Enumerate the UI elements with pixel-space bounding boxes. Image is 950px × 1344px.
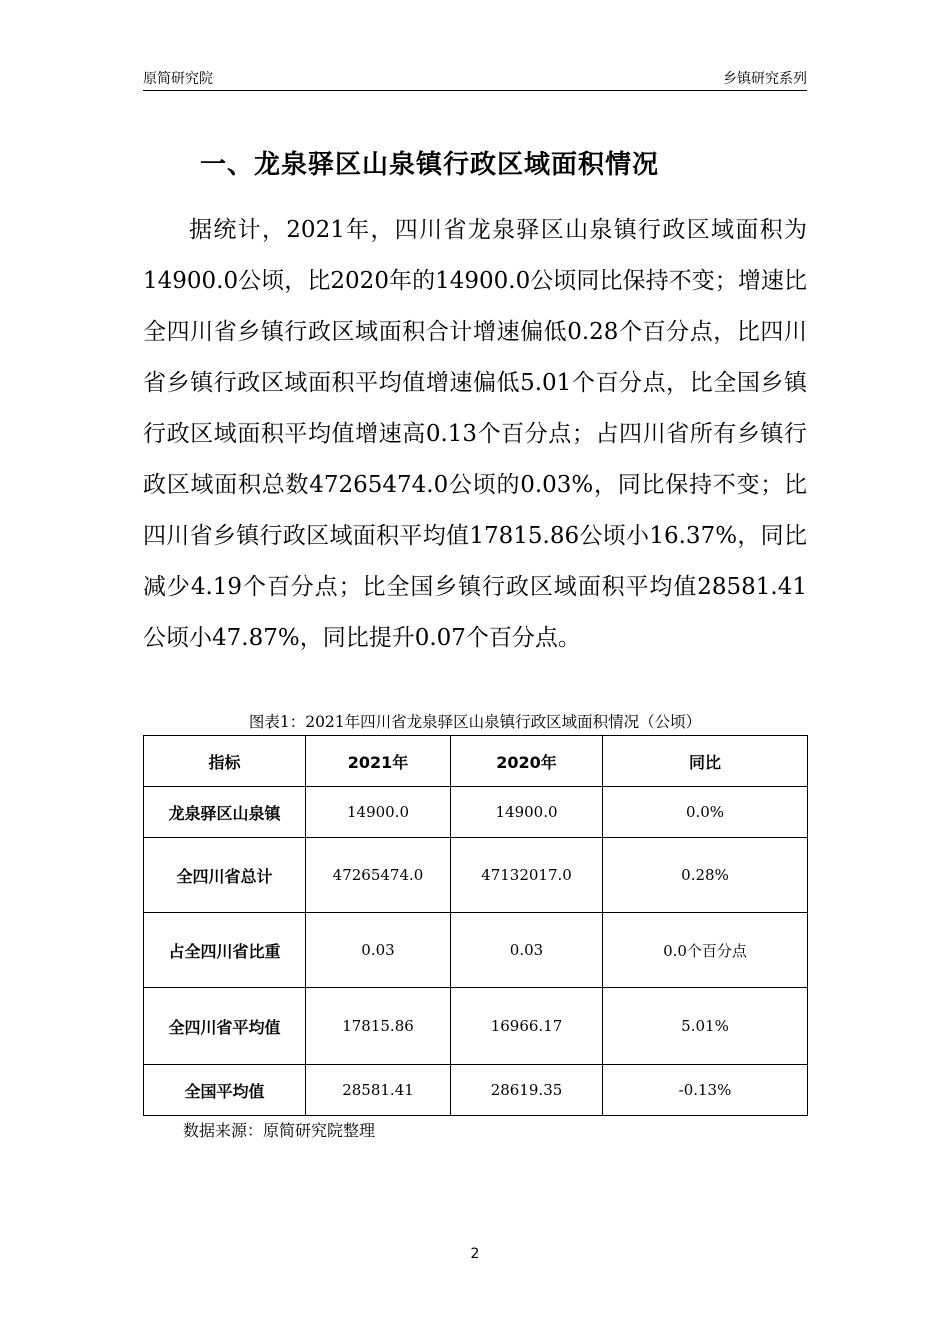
row-label: 全四川省总计 (144, 838, 306, 913)
header-cell-yoy: 同比 (603, 736, 808, 787)
row-label: 全国平均值 (144, 1065, 306, 1116)
cell-yoy: -0.13% (603, 1065, 808, 1116)
cell-yoy: 0.0% (603, 787, 808, 838)
table-row (144, 988, 808, 1065)
table-caption: 图表1：2021年四川省龙泉驿区山泉镇行政区域面积情况（公顷） (248, 713, 702, 731)
row-label: 占全四川省比重 (144, 913, 306, 988)
data-source-note: 数据来源：原简研究院整理 (183, 1121, 376, 1140)
cell-2020: 0.03 (451, 913, 603, 988)
table-row (144, 913, 808, 988)
cell-2021: 14900.0 (306, 787, 451, 838)
cell-yoy: 0.28% (603, 838, 808, 913)
cell-2021: 17815.86 (306, 988, 451, 1065)
page-number: 2 (470, 1246, 480, 1262)
table-row (144, 787, 808, 838)
cell-2020: 14900.0 (451, 787, 603, 838)
header-cell-2020: 2020年 (451, 736, 603, 787)
area-data-table (143, 735, 808, 1116)
row-label: 龙泉驿区山泉镇 (144, 787, 306, 838)
table-row (144, 1065, 808, 1116)
row-label: 全四川省平均值 (144, 988, 306, 1065)
cell-yoy: 5.01% (603, 988, 808, 1065)
cell-2021: 28581.41 (306, 1065, 451, 1116)
page-header (143, 66, 807, 91)
table-header-row (144, 736, 808, 787)
cell-2021: 47265474.0 (306, 838, 451, 913)
cell-yoy: 0.0个百分点 (603, 913, 808, 988)
body-paragraph: 据统计，2021年，四川省龙泉驿区山泉镇行政区域面积为14900.0公顷，比2020年的14900.0公顷同比保持不变；增速比全四川省乡镇行政区域面积合计增速偏低0.28个百分点，比四川省乡镇行政区域面积平均值增速偏低5.01个百分点，比全国乡镇行政区域面积平均值增速高0.13个百分点；占四川省所有乡镇行政区域面积总数47265474.0公顷的0.03%，同比保持不变；比四川省乡镇行政区域面积平均值17815.86公顷小16.37%，同比减少4.19个百分点；比全国乡镇行政区域面积平均值28581.41公顷小47.87%，同比提升0.07个百分点。 (143, 217, 807, 651)
section-title: 一、龙泉驿区山泉镇行政区域面积情况 (200, 150, 660, 180)
cell-2020: 47132017.0 (451, 838, 603, 913)
header-cell-indicator: 指标 (144, 736, 306, 787)
table-row (144, 838, 808, 913)
header-cell-2021: 2021年 (306, 736, 451, 787)
cell-2021: 0.03 (306, 913, 451, 988)
header-series-name: 乡镇研究系列 (723, 71, 807, 87)
cell-2020: 16966.17 (451, 988, 603, 1065)
cell-2020: 28619.35 (451, 1065, 603, 1116)
header-org-name: 原简研究院 (143, 71, 213, 87)
